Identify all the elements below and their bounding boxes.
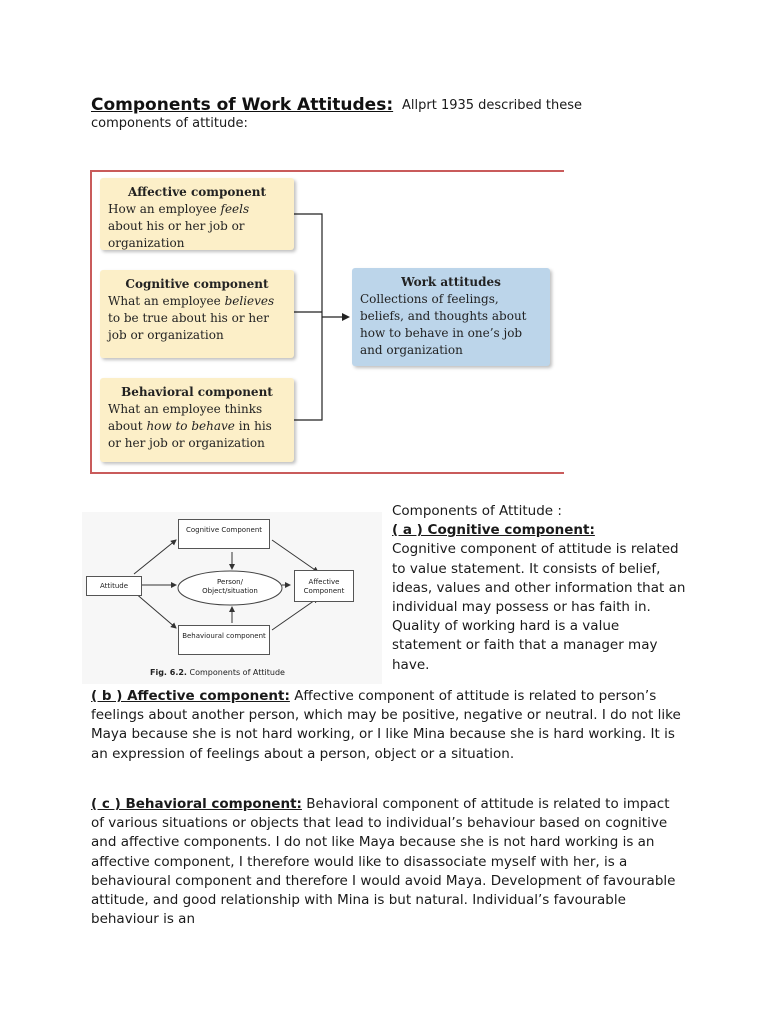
work-attitudes-text: Collections of feelings, beliefs, and thoughts about how to behave in one’s job and organization (360, 292, 527, 357)
attitude-node: Attitude (86, 576, 142, 596)
cognitive-label: ( a ) Cognitive component: (392, 522, 595, 539)
cognitive-title: Cognitive component (125, 277, 269, 291)
intro-text-continued: components of attitude: (91, 116, 248, 131)
work-attitudes-title: Work attitudes (401, 275, 501, 289)
cognitive-node: Cognitive Component (178, 519, 270, 549)
affective-component-box: Affective component How an employee feels about his or her job or organization (100, 178, 294, 250)
center-label: Person/ Object/situation (202, 578, 258, 595)
figure-caption: Fig. 6.2. Components of Attitude (150, 668, 285, 677)
components-of-attitude-figure (82, 512, 382, 684)
affective-node: Affective Component (294, 570, 354, 602)
cognitive-text: Cognitive component of attitude is related to value statement. It consists of belief, ideas, values and other information that an individual may possess or has faith in. Quality of working hard is a value statement or faith that a manager may have. (392, 541, 686, 673)
behavioral-label: ( c ) Behavioral component: (91, 796, 302, 812)
bracket-line (294, 214, 322, 420)
work-attitudes-figure (90, 170, 564, 474)
affective-label: ( b ) Affective component: (91, 688, 290, 704)
behavioral-component-box: Behavioral component What an employee thinks about how to behave in his or her job or organization (100, 378, 294, 462)
intro-text: Allprt 1935 described these (402, 98, 583, 113)
components-sidebar (392, 502, 692, 675)
section-heading: Components of Attitude : (392, 503, 562, 519)
behavioral-text: Behavioral component of attitude is related to impact of various situations or objects that lead to individual’s behaviour based on cognitive and affective components. I do not like Maya because she is not hard working is an affective component, I therefore would like to disassociate myself with her, is a behavioural component and therefore I would avoid Maya. Development of favourable attitude, and good relationship with Mina is but natural. Individual’s favourable behaviour is an (91, 796, 676, 928)
affective-paragraph (91, 687, 681, 764)
arrow-head (342, 313, 350, 321)
behavioral-paragraph (91, 795, 681, 929)
cognitive-component-box: Cognitive component What an employee believes to be true about his or her job or organization (100, 270, 294, 358)
behavioural-node: Behavioural component (178, 625, 270, 655)
behavioral-title: Behavioral component (121, 385, 273, 399)
affective-title: Affective component (127, 185, 267, 199)
page-title: Components of Work Attitudes: (91, 95, 394, 115)
affective-text: Affective component of attitude is related to person’s feelings about another person, which may be positive, negative or neutral. I do not like Maya because she is not hard working, or I like Mina because she is hard working. It is an expression of feelings about a person, object or a situation. (91, 688, 681, 762)
work-attitudes-box (352, 268, 550, 366)
